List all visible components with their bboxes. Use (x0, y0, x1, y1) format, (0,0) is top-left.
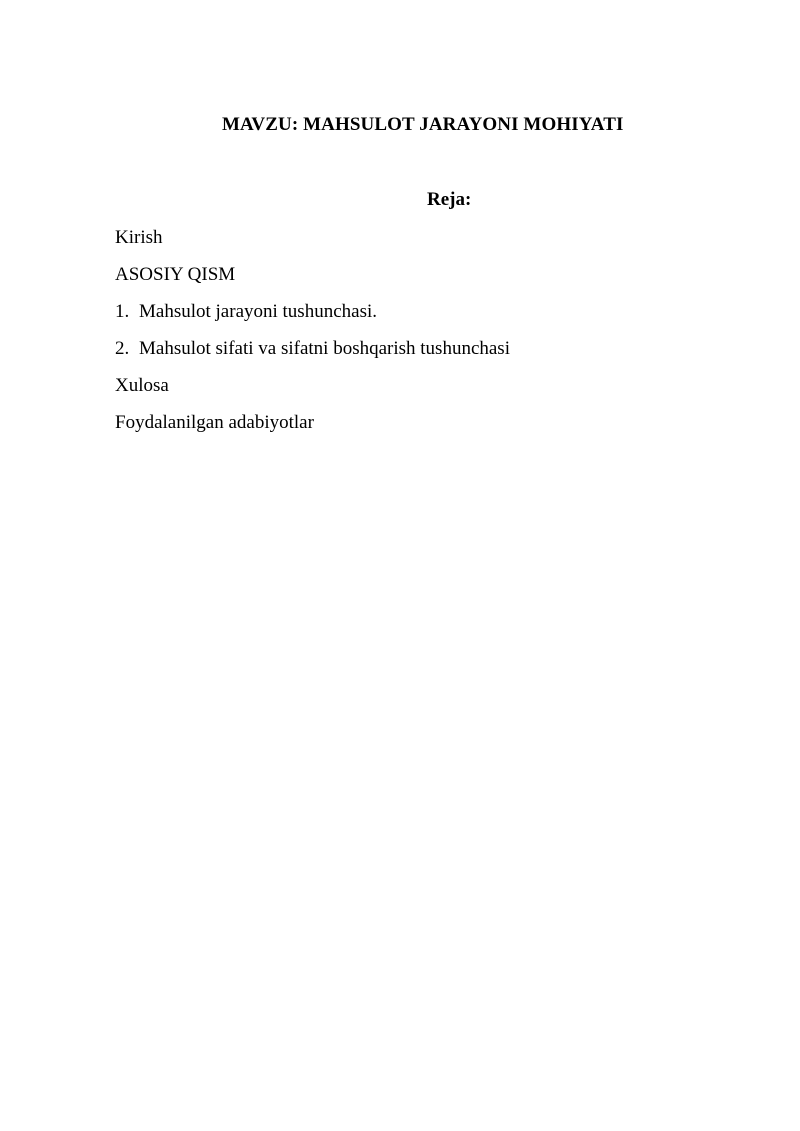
plan-item-references (115, 412, 314, 434)
plan-item-text: Foydalanilgan adabiyotlar (115, 412, 314, 433)
plan-item-text: ASOSIY QISM (115, 264, 236, 285)
plan-item-conclusion (115, 375, 169, 397)
plan-item-2 (115, 338, 510, 360)
plan-item-number: 1. (115, 301, 130, 322)
plan-heading: Reja: (427, 189, 472, 210)
plan-item-text: Mahsulot jarayoni tushunchasi. (139, 301, 377, 322)
plan-item-introduction (115, 227, 163, 249)
plan-item-number: 2. (115, 338, 130, 359)
plan-item-1 (115, 301, 377, 323)
plan-item-main-part (115, 264, 235, 286)
plan-item-text: Mahsulot sifati va sifatni boshqarish tushunchasi (139, 338, 510, 359)
plan-item-text: Xulosa (115, 375, 169, 396)
document-title: MAVZU: MAHSULOT JARAYONI MOHIYATI (222, 114, 624, 135)
plan-item-text: Kirish (115, 227, 163, 248)
